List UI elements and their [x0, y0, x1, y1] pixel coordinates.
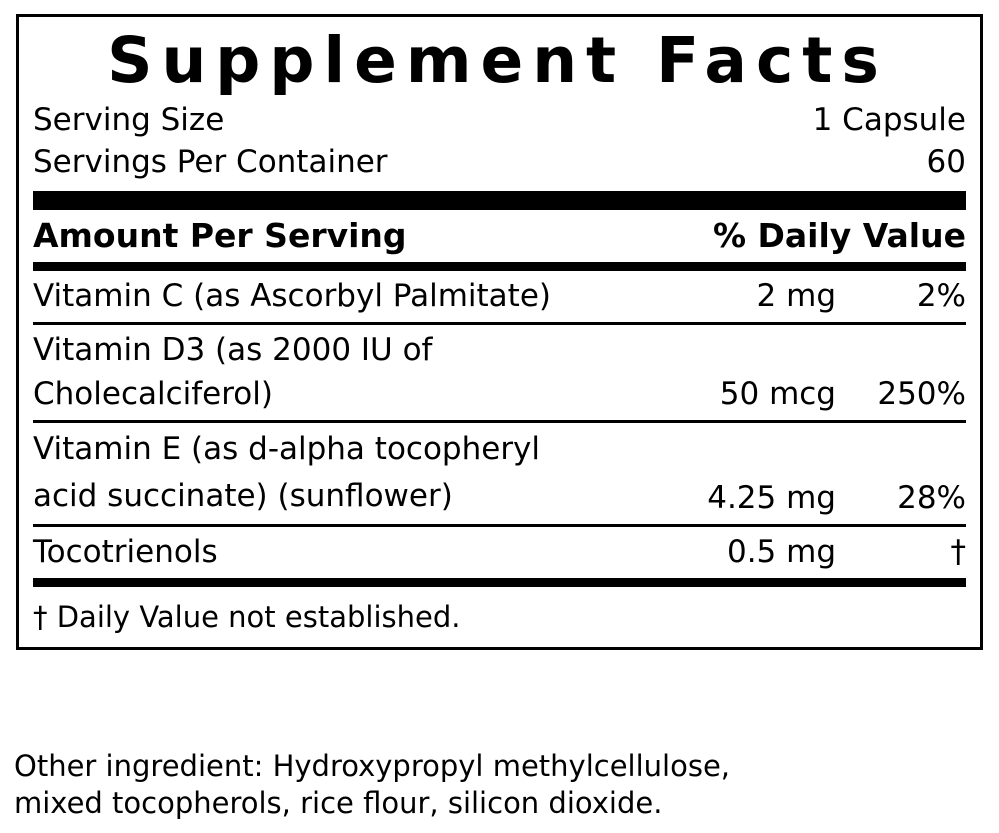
nutrient-table	[33, 271, 966, 578]
daily-value-label: % Daily Value	[712, 216, 966, 255]
table-row	[33, 271, 966, 322]
nutrient-daily-value: 28%	[897, 480, 966, 516]
daily-value-footnote: † Daily Value not established.	[33, 600, 461, 634]
serving-size-value: 1 Capsule	[812, 102, 966, 138]
divider-medium	[33, 262, 966, 271]
supplement-facts-panel	[16, 14, 983, 650]
nutrient-name-line1: Vitamin E (as d-alpha tocopheryl	[33, 431, 541, 467]
servings-per-container-row	[33, 141, 966, 183]
nutrient-amount: 4.25 mg	[707, 480, 836, 516]
serving-size-row	[33, 99, 966, 141]
table-row	[33, 325, 966, 420]
nutrient-daily-value: 2%	[916, 278, 966, 314]
table-row	[33, 423, 966, 524]
other-ingredients-line1: Other ingredient: Hydroxypropyl methylcellulose,	[14, 749, 731, 783]
nutrient-name-line2: acid succinate) (sunflower)	[33, 478, 453, 514]
nutrient-daily-value: 250%	[877, 376, 966, 412]
nutrient-name	[33, 426, 651, 520]
panel-title: Supplement Facts	[107, 24, 888, 97]
nutrient-daily-value: †	[950, 534, 966, 570]
nutrient-name: Vitamin D3 (as 2000 IU of Cholecalciferol)	[33, 332, 433, 412]
nutrient-name: Tocotrienols	[33, 534, 218, 570]
nutrient-amount: 2 mg	[756, 278, 836, 314]
divider-medium-bottom	[33, 578, 966, 587]
other-ingredients-line2: mixed tocopherols, rice flour, silicon dioxide.	[14, 786, 663, 820]
nutrient-amount: 0.5 mg	[726, 534, 836, 570]
other-ingredients	[14, 748, 974, 822]
servings-per-container-value: 60	[926, 144, 966, 180]
serving-size-label: Serving Size	[33, 102, 225, 138]
amount-header-row	[33, 210, 966, 262]
divider-thick	[33, 191, 966, 210]
table-row	[33, 527, 966, 578]
nutrient-amount: 50 mcg	[719, 376, 836, 412]
nutrient-name: Vitamin C (as Ascorbyl Palmitate)	[33, 278, 551, 314]
amount-per-serving-label: Amount Per Serving	[33, 216, 407, 255]
servings-per-container-label: Servings Per Container	[33, 144, 388, 180]
